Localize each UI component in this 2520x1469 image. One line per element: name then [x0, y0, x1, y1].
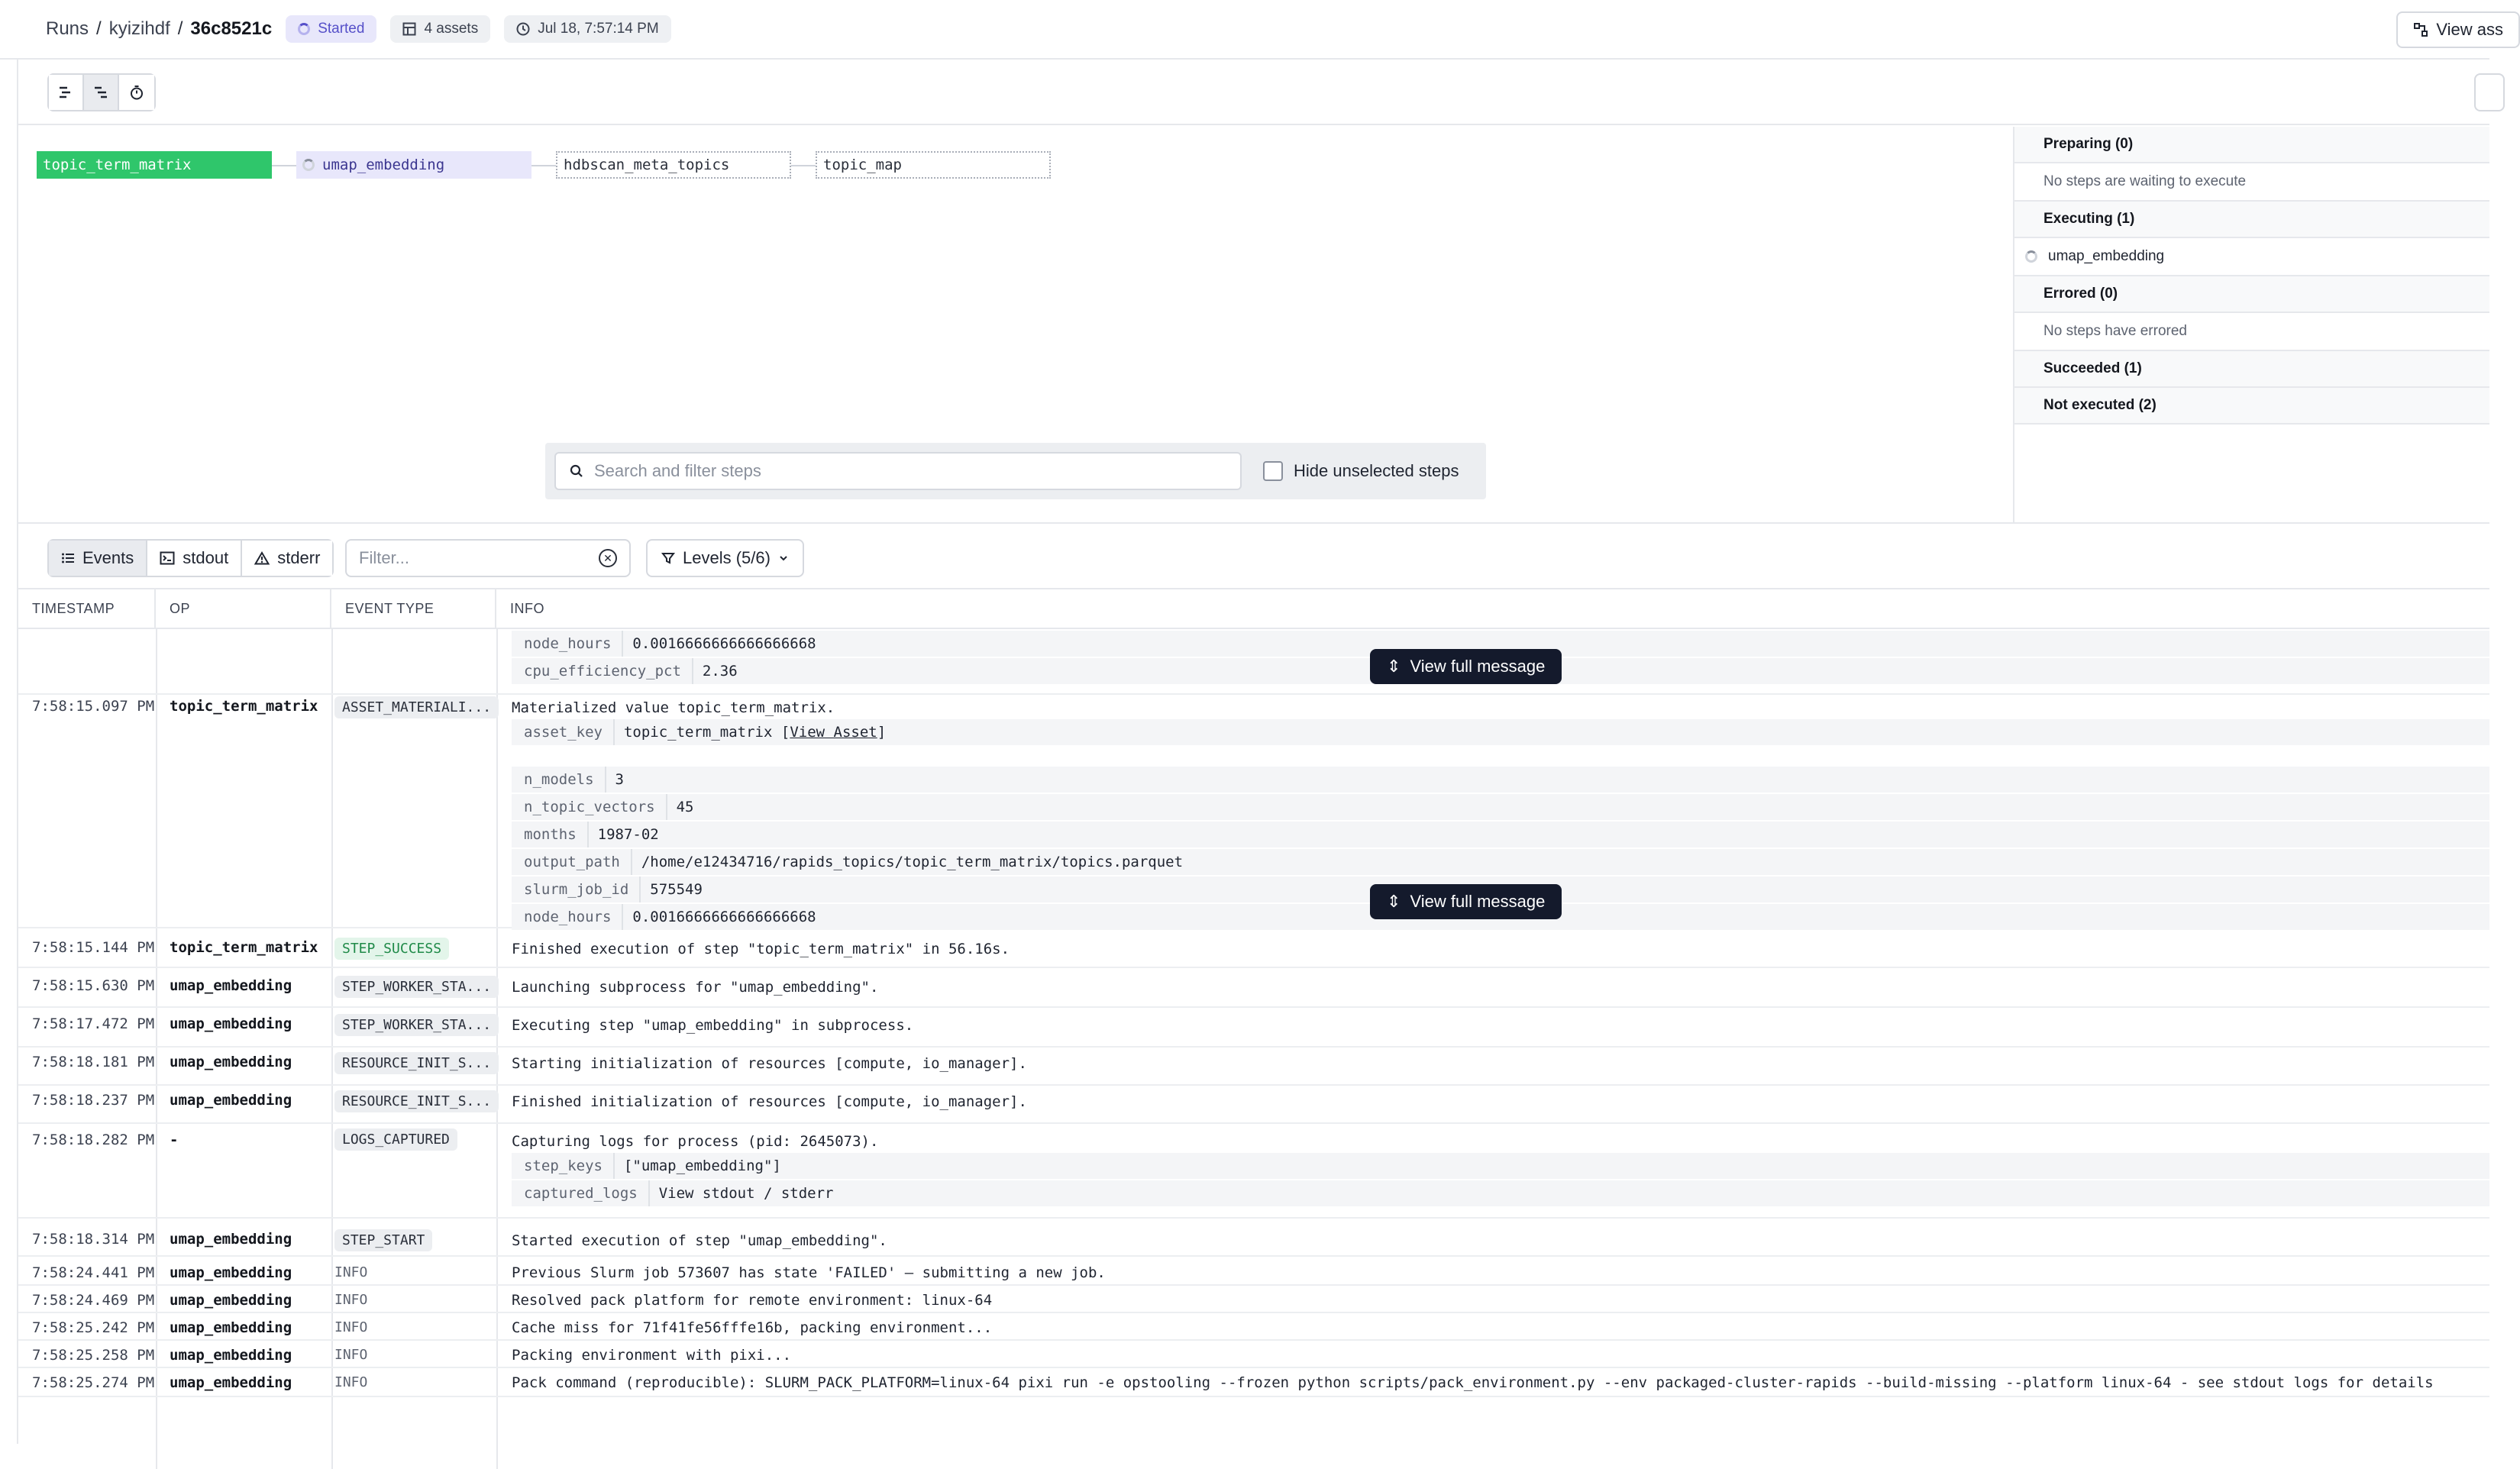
- row-timestamp: 7:58:18.314 PM: [32, 1231, 155, 1248]
- log-filter-box: [345, 539, 631, 577]
- spinner-icon: [302, 159, 315, 171]
- breadcrumb-runs[interactable]: Runs: [46, 18, 89, 39]
- assets-badge[interactable]: [390, 15, 490, 43]
- row-timestamp: 7:58:18.181 PM: [32, 1054, 155, 1070]
- row-timestamp: 7:58:17.472 PM: [32, 1015, 155, 1032]
- tab-stdout[interactable]: [147, 541, 242, 576]
- chevron-down-icon: [778, 553, 789, 563]
- asset-graph-icon: [2413, 22, 2428, 37]
- step-graph: [18, 127, 2013, 522]
- row-message: Finished execution of step "topic_term_matrix" in 56.16s.: [512, 941, 1010, 957]
- metadata-row: [512, 794, 2489, 822]
- event-type-tag: INFO: [334, 1374, 368, 1390]
- row-message: Cache miss for 71f41fe56fffe16b, packing environment...: [512, 1319, 993, 1336]
- tab-events[interactable]: [49, 541, 147, 576]
- step-search-panel: [545, 443, 1486, 499]
- row-timestamp: 7:58:18.237 PM: [32, 1092, 155, 1109]
- metadata-key: n_topic_vectors: [512, 794, 667, 820]
- row-op[interactable]: umap_embedding: [170, 1374, 292, 1391]
- view-mode-group: [47, 73, 156, 111]
- tab-stdout-label: stdout: [183, 548, 229, 567]
- datetime-label: Jul 18, 7:57:14 PM: [538, 21, 659, 37]
- errored-empty: No steps have errored: [2014, 313, 2489, 351]
- row-op[interactable]: topic_term_matrix: [170, 939, 318, 956]
- graph-node-label: umap_embedding: [322, 157, 445, 173]
- row-message: Started execution of step "umap_embedding".: [512, 1232, 887, 1249]
- table-row[interactable]: [18, 1313, 2489, 1341]
- graph-node-label: topic_map: [823, 157, 902, 173]
- bracket: ]: [877, 724, 887, 741]
- table-row[interactable]: [18, 1286, 2489, 1313]
- expand-icon: ⇕: [1387, 892, 1401, 911]
- row-op[interactable]: umap_embedding: [170, 1292, 292, 1309]
- row-op: -: [170, 1132, 179, 1148]
- row-message: Capturing logs for process (pid: 2645073).: [512, 1133, 879, 1150]
- event-type-tag: INFO: [334, 1264, 368, 1280]
- graph-node-label: topic_term_matrix: [43, 157, 192, 173]
- waterfall-icon: [92, 84, 109, 101]
- warning-icon: [254, 551, 270, 565]
- view-full-message-label: View full message: [1410, 657, 1546, 676]
- view-assets-button[interactable]: [2396, 11, 2520, 48]
- row-op[interactable]: umap_embedding: [170, 1015, 292, 1032]
- row-op[interactable]: umap_embedding: [170, 1054, 292, 1070]
- executing-step-item[interactable]: [2014, 238, 2489, 276]
- metadata-key: cpu_efficiency_pct: [512, 658, 693, 684]
- metadata-row: [512, 822, 2489, 849]
- event-log-table: [18, 589, 2489, 1444]
- step-search-box: [554, 452, 1242, 490]
- run-header: [0, 0, 2503, 60]
- breadcrumb-separator: /: [96, 18, 102, 39]
- table-icon: [402, 22, 416, 36]
- row-timestamp: 7:58:15.097 PM: [32, 698, 155, 715]
- metadata-value: /home/e12434716/rapids_topics/topic_term_matrix/topics.parquet: [641, 854, 1184, 870]
- asset-key-value: topic_term_matrix: [623, 724, 773, 741]
- tab-stderr[interactable]: [242, 541, 332, 576]
- expand-icon: ⇕: [1387, 657, 1401, 676]
- list-icon: [61, 551, 75, 565]
- metadata-row: [512, 719, 2489, 747]
- step-status-panel: [2013, 127, 2489, 522]
- preparing-empty: No steps are waiting to execute: [2014, 163, 2489, 202]
- header-event-type: EVENT TYPE: [331, 589, 496, 628]
- succeeded-header[interactable]: Succeeded (1): [2014, 351, 2489, 388]
- row-op[interactable]: umap_embedding: [170, 1264, 292, 1281]
- row-message: Resolved pack platform for remote environment: linux-64: [512, 1292, 993, 1309]
- row-op[interactable]: umap_embedding: [170, 1231, 292, 1248]
- row-op[interactable]: umap_embedding: [170, 977, 292, 994]
- view-assets-label: View ass: [2436, 20, 2503, 39]
- row-timestamp: 7:58:24.441 PM: [32, 1264, 155, 1281]
- row-message: Starting initialization of resources [compute, io_manager].: [512, 1055, 1027, 1072]
- view-captured-logs-link[interactable]: View stdout / stderr: [658, 1185, 834, 1202]
- event-type-tag: INFO: [334, 1319, 368, 1335]
- view-full-message-button[interactable]: [1370, 884, 1562, 919]
- header-timestamp: TIMESTAMP: [18, 589, 156, 628]
- breadcrumb-job[interactable]: kyizihdf: [108, 18, 170, 39]
- event-type-tag: RESOURCE_INIT_S...: [334, 1052, 499, 1074]
- executing-header[interactable]: Executing (1): [2014, 202, 2489, 238]
- search-icon: [570, 464, 583, 478]
- event-type-tag: INFO: [334, 1292, 368, 1308]
- clear-filter-icon[interactable]: ✕: [599, 549, 617, 567]
- levels-dropdown[interactable]: [646, 539, 804, 577]
- header-info: INFO: [510, 600, 544, 616]
- metadata-value: 1987-02: [597, 826, 659, 843]
- row-op[interactable]: topic_term_matrix: [170, 698, 318, 715]
- clock-icon: [516, 22, 530, 36]
- metadata-value: ["umap_embedding"]: [623, 1157, 781, 1174]
- row-message: Finished initialization of resources [compute, io_manager].: [512, 1093, 1027, 1110]
- event-type-tag: INFO: [334, 1347, 368, 1363]
- timer-view-button[interactable]: [119, 75, 154, 110]
- assets-badge-label: 4 assets: [424, 21, 479, 37]
- table-row[interactable]: [18, 1341, 2489, 1368]
- preparing-header[interactable]: Preparing (0): [2014, 127, 2489, 163]
- status-badge: [286, 15, 376, 43]
- metadata-key: captured_logs: [512, 1180, 650, 1206]
- graph-edge: [791, 165, 816, 166]
- stopwatch-icon: [128, 84, 145, 101]
- not-executed-header[interactable]: Not executed (2): [2014, 388, 2489, 425]
- run-id: 36c8521c: [190, 18, 273, 39]
- spinner-icon: [2025, 250, 2037, 263]
- row-op[interactable]: umap_embedding: [170, 1319, 292, 1336]
- hide-unselected-toggle[interactable]: [1263, 461, 1459, 481]
- metadata-key: node_hours: [512, 631, 623, 657]
- datetime-badge: [504, 15, 670, 43]
- log-filter-input[interactable]: [359, 548, 588, 568]
- metadata-key: n_models: [512, 767, 606, 793]
- logs-toolbar: [18, 522, 2489, 589]
- row-timestamp: 7:58:18.282 PM: [32, 1132, 155, 1148]
- event-type-tag: RESOURCE_INIT_S...: [334, 1090, 499, 1112]
- metadata-row: [512, 1153, 2489, 1180]
- log-type-tabs: [47, 539, 334, 577]
- breadcrumb: [46, 18, 272, 40]
- row-op[interactable]: umap_embedding: [170, 1092, 292, 1109]
- graph-edge: [272, 165, 296, 166]
- metadata-value: 575549: [650, 881, 703, 898]
- metadata-key: months: [512, 822, 589, 848]
- metadata-row: [512, 849, 2489, 877]
- tab-stderr-label: stderr: [277, 548, 321, 567]
- filter-icon: [661, 551, 675, 565]
- view-asset-link[interactable]: View Asset: [790, 724, 877, 741]
- row-timestamp: 7:58:15.144 PM: [32, 939, 155, 956]
- graph-node-topic-map[interactable]: [816, 151, 1051, 179]
- graph-node-hdbscan-meta-topics[interactable]: [556, 151, 791, 179]
- metadata-value: 0.0016666666666666668: [632, 909, 816, 925]
- row-op[interactable]: umap_embedding: [170, 1347, 292, 1364]
- row-timestamp: 7:58:24.469 PM: [32, 1292, 155, 1309]
- metadata-key: asset_key: [512, 719, 615, 745]
- row-timestamp: 7:58:25.274 PM: [32, 1374, 155, 1391]
- spinner-icon: [298, 23, 310, 35]
- row-timestamp: 7:58:25.258 PM: [32, 1347, 155, 1364]
- left-rail: [0, 60, 18, 1444]
- table-row[interactable]: [18, 1258, 2489, 1286]
- view-full-message-label: View full message: [1410, 892, 1546, 911]
- graph-toolbar: [18, 60, 2489, 125]
- step-search-input[interactable]: [594, 461, 1220, 481]
- terminal-icon: [160, 551, 175, 565]
- bracket: [: [780, 724, 790, 741]
- levels-label: Levels (5/6): [683, 548, 771, 567]
- hide-unselected-label: Hide unselected steps: [1294, 461, 1459, 480]
- view-full-message-button[interactable]: [1370, 649, 1562, 684]
- waterfall-view-button[interactable]: [84, 75, 119, 110]
- hide-unselected-checkbox[interactable]: [1263, 461, 1283, 481]
- graph-node-label: hdbscan_meta_topics: [564, 157, 730, 173]
- row-message: Materialized value topic_term_matrix.: [512, 699, 835, 716]
- event-type-tag: STEP_START: [334, 1229, 432, 1251]
- event-type-tag: ASSET_MATERIALI...: [334, 696, 499, 718]
- metadata-value: 45: [676, 799, 694, 815]
- row-message: Launching subprocess for "umap_embedding".: [512, 979, 879, 996]
- gantt-view-button[interactable]: [49, 75, 84, 110]
- row-message: Previous Slurm job 573607 has state 'FAILED' — submitting a new job.: [512, 1264, 1106, 1281]
- toolbar-right-button[interactable]: [2474, 73, 2505, 111]
- metadata-row: [512, 1180, 2489, 1208]
- event-type-tag: STEP_WORKER_STA...: [334, 1014, 499, 1036]
- breadcrumb-separator: /: [177, 18, 183, 39]
- errored-header[interactable]: Errored (0): [2014, 276, 2489, 313]
- metadata-row: [512, 767, 2489, 794]
- tab-events-label: Events: [82, 548, 134, 567]
- row-message: Pack command (reproducible): SLURM_PACK_PLATFORM=linux-64 pixi run -e opstooling --frozen python scripts/pack_environment.py --env packaged-cluster-rapids --build-missing --platform linux-64 - see stdout logs for details: [512, 1374, 2434, 1391]
- row-message: Packing environment with pixi...: [512, 1347, 792, 1364]
- graph-node-umap-embedding[interactable]: [296, 151, 531, 179]
- graph-edge: [531, 165, 556, 166]
- metadata-value: 3: [615, 771, 624, 788]
- metadata-key: node_hours: [512, 904, 623, 930]
- status-badge-label: Started: [318, 21, 365, 37]
- row-message: Executing step "umap_embedding" in subprocess.: [512, 1017, 914, 1034]
- metadata-key: output_path: [512, 849, 632, 875]
- header-op: OP: [156, 589, 331, 628]
- row-timestamp: 7:58:25.242 PM: [32, 1319, 155, 1336]
- table-header: [18, 589, 2489, 629]
- event-type-tag: LOGS_CAPTURED: [334, 1128, 457, 1151]
- event-type-tag: STEP_WORKER_STA...: [334, 976, 499, 998]
- metadata-value: 2.36: [702, 663, 738, 680]
- metadata-value: 0.0016666666666666668: [632, 635, 816, 652]
- row-timestamp: 7:58:15.630 PM: [32, 977, 155, 994]
- executing-step-label: umap_embedding: [2048, 248, 2165, 264]
- metadata-key: slurm_job_id: [512, 877, 641, 902]
- metadata-key: step_keys: [512, 1153, 615, 1179]
- graph-node-topic-term-matrix[interactable]: [37, 151, 272, 179]
- metadata-value: [615, 724, 886, 741]
- event-type-tag: STEP_SUCCESS: [334, 938, 449, 960]
- list-tree-icon: [57, 84, 74, 101]
